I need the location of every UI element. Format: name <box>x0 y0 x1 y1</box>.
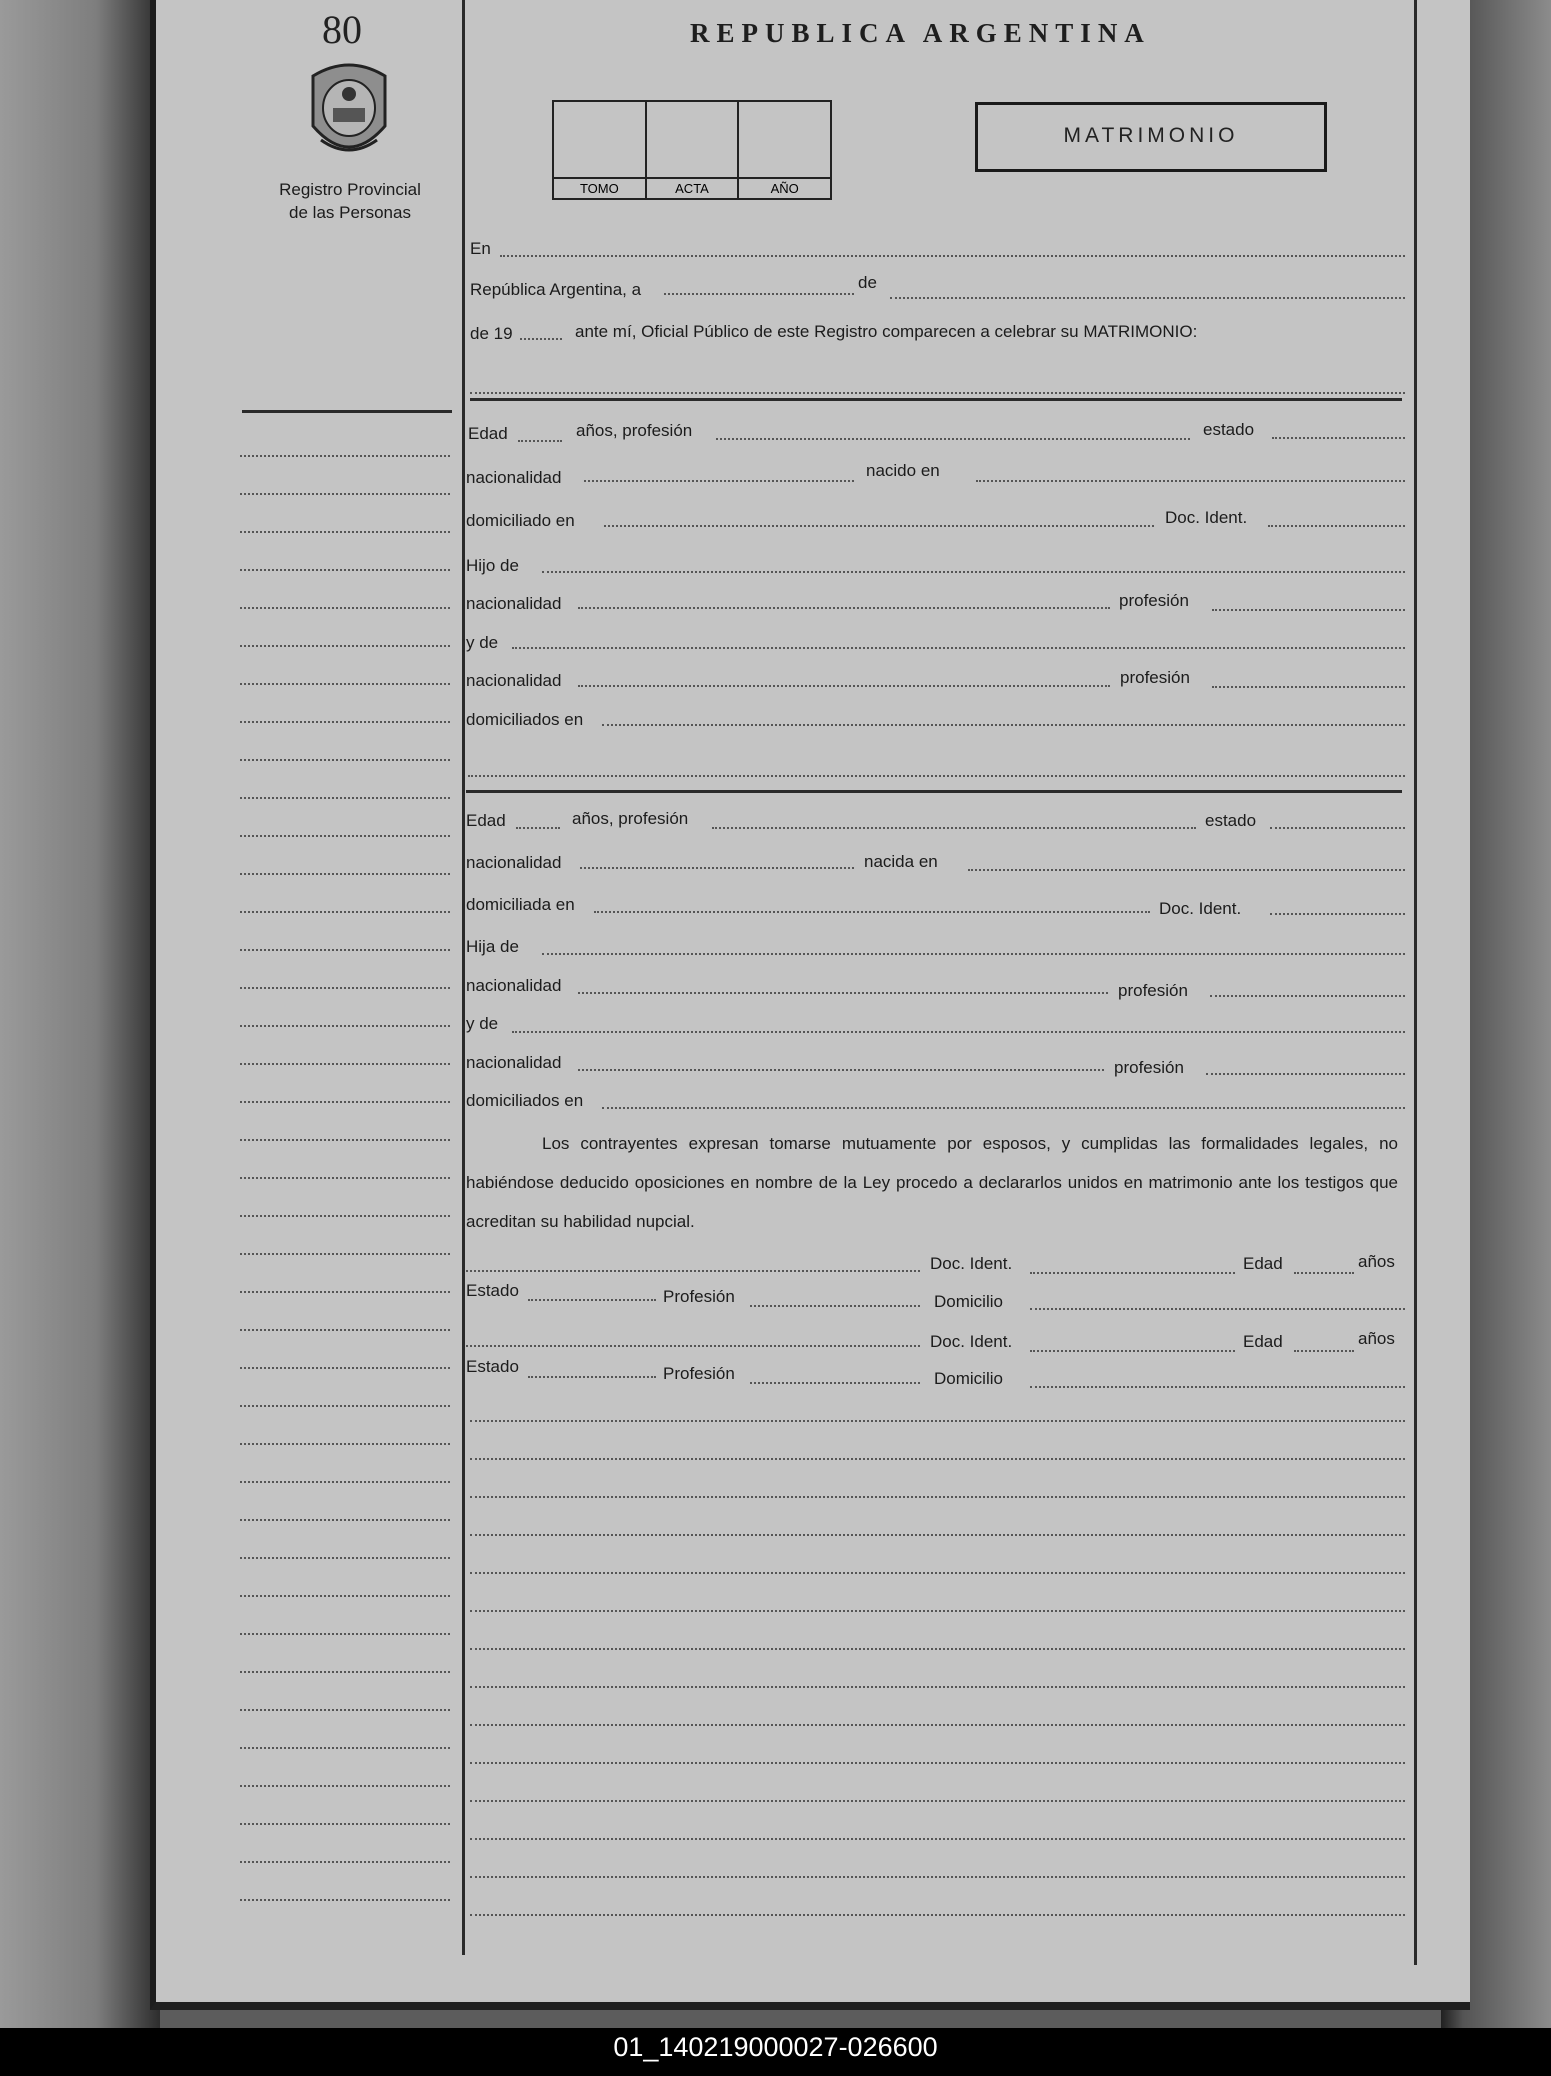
bride-address-field[interactable] <box>594 911 1150 913</box>
record-type-label: MATRIMONIO <box>1063 124 1239 147</box>
groom-parents-address-field[interactable] <box>602 724 1405 726</box>
margin-line[interactable] <box>240 1823 450 1825</box>
bride-father-nacionalidad-label: nacionalidad <box>466 976 562 995</box>
notes-line[interactable] <box>470 1534 1405 1536</box>
witness1-doc-label: Doc. Ident. <box>930 1254 1013 1273</box>
country-title: REPUBLICA ARGENTINA <box>690 18 1151 48</box>
margin-line[interactable] <box>240 1747 450 1749</box>
bride-profesion-label: años, profesión <box>572 809 689 828</box>
margin-line[interactable] <box>240 1671 450 1673</box>
witness2-edad-label: Edad <box>1243 1332 1283 1351</box>
bride-domiciliados-label: domiciliados en <box>466 1091 584 1110</box>
notes-line[interactable] <box>470 1876 1405 1878</box>
groom-mother-profession-field[interactable] <box>1212 686 1405 688</box>
groom-doc-label: Doc. Ident. <box>1165 508 1248 527</box>
witness2-anos-label: años <box>1358 1329 1395 1348</box>
witness2-profesion-label: Profesión <box>663 1364 735 1383</box>
margin-line[interactable] <box>240 1139 450 1141</box>
bride-mother-nationality-field[interactable] <box>578 1069 1104 1071</box>
witness2-age-field[interactable] <box>1294 1350 1354 1352</box>
margin-divider <box>462 0 465 1955</box>
margin-line[interactable] <box>240 1557 450 1559</box>
groom-father-profesion-label: profesión <box>1119 591 1189 610</box>
groom-nacionalidad-label: nacionalidad <box>466 468 562 487</box>
margin-line[interactable] <box>240 949 450 951</box>
page-number: 80 <box>322 7 362 52</box>
groom-birthplace-field[interactable] <box>976 480 1405 482</box>
notes-line[interactable] <box>470 1838 1405 1840</box>
margin-line[interactable] <box>240 645 450 647</box>
margin-line[interactable] <box>240 911 450 913</box>
bride-nacida-label: nacida en <box>864 852 938 871</box>
margin-line[interactable] <box>240 1405 450 1407</box>
bride-nacionalidad-label: nacionalidad <box>466 853 562 872</box>
margin-line[interactable] <box>240 607 450 609</box>
bride-section-divider <box>466 790 1402 793</box>
margin-line[interactable] <box>240 1899 450 1901</box>
bride-edad-label: Edad <box>466 811 506 830</box>
place-field[interactable] <box>500 255 1405 257</box>
witness2-address-field[interactable] <box>1030 1386 1405 1388</box>
acta-cell <box>647 102 740 198</box>
margin-header-rule <box>242 410 452 413</box>
witness2-status-field[interactable] <box>528 1376 656 1378</box>
groom-age-field[interactable] <box>518 440 562 442</box>
footer-id: 01_140219000027-026600 <box>613 2032 938 2062</box>
witness1-profession-field[interactable] <box>750 1305 920 1307</box>
bride-parents-address-field[interactable] <box>602 1107 1405 1109</box>
witness2-estado-label: Estado <box>466 1357 519 1376</box>
intro-year-label: de 19 <box>470 324 513 343</box>
groom-y-de-label: y de <box>466 633 499 652</box>
bride-estado-label: estado <box>1205 811 1257 830</box>
witness1-profesion-label: Profesión <box>663 1287 735 1306</box>
margin-line[interactable] <box>240 1101 450 1103</box>
year-field[interactable] <box>520 338 562 340</box>
notes-line[interactable] <box>470 1686 1405 1688</box>
margin-line[interactable] <box>240 1215 450 1217</box>
margin-line[interactable] <box>240 1329 450 1331</box>
margin-line[interactable] <box>240 493 450 495</box>
witness2-doc-field[interactable] <box>1030 1350 1235 1352</box>
tomo-cell <box>554 102 647 198</box>
ano-cell <box>739 102 830 198</box>
margin-line[interactable] <box>240 835 450 837</box>
groom-father-nationality-field[interactable] <box>578 607 1110 609</box>
notes-line[interactable] <box>470 1724 1405 1726</box>
notes-line[interactable] <box>470 1800 1405 1802</box>
margin-line[interactable] <box>240 987 450 989</box>
groom-domiciliados-label: domiciliados en <box>466 710 584 729</box>
witness1-doc-field[interactable] <box>1030 1272 1235 1274</box>
registration-box <box>552 100 832 200</box>
witness1-domicilio-label: Domicilio <box>934 1292 1003 1311</box>
bride-mother-nacionalidad-label: nacionalidad <box>466 1053 562 1072</box>
notes-line[interactable] <box>470 1496 1405 1498</box>
bride-mother-profession-field[interactable] <box>1206 1073 1405 1075</box>
intro-ante-text: ante mí, Oficial Público de este Registro comparecen a celebrar su MATRIMONIO: <box>575 322 1198 341</box>
margin-line[interactable] <box>240 1253 450 1255</box>
bride-age-field[interactable] <box>516 827 560 829</box>
groom-profesion-label: años, profesión <box>576 421 693 440</box>
bride-doc-label: Doc. Ident. <box>1159 899 1242 918</box>
witness1-age-field[interactable] <box>1294 1272 1354 1274</box>
margin-line[interactable] <box>240 759 450 761</box>
groom-father-field[interactable] <box>542 571 1405 573</box>
witness1-anos-label: años <box>1358 1252 1395 1271</box>
bride-birthplace-field[interactable] <box>968 869 1405 871</box>
bride-mother-profesion-label: profesión <box>1114 1058 1184 1077</box>
margin-line[interactable] <box>240 1443 450 1445</box>
right-border <box>1414 0 1417 1965</box>
notes-line[interactable] <box>470 1762 1405 1764</box>
groom-marital-status-field[interactable] <box>1272 437 1405 439</box>
bride-profession-field[interactable] <box>712 827 1196 829</box>
margin-line[interactable] <box>240 683 450 685</box>
groom-section-divider <box>470 398 1402 401</box>
ano-label: AÑO <box>739 177 830 196</box>
witness2-doc-label: Doc. Ident. <box>930 1332 1013 1351</box>
groom-domiciliado-label: domiciliado en <box>466 511 575 530</box>
bride-father-nationality-field[interactable] <box>578 992 1108 994</box>
registry-name-line1: Registro Provincial <box>279 180 421 199</box>
margin-line[interactable] <box>240 531 450 533</box>
margin-line[interactable] <box>240 1785 450 1787</box>
groom-estado-label: estado <box>1203 420 1255 439</box>
record-type-box <box>975 102 1327 172</box>
groom-mother-field[interactable] <box>512 647 1405 649</box>
witness1-name-field[interactable] <box>466 1270 920 1272</box>
groom-address-field[interactable] <box>604 525 1154 527</box>
margin-line[interactable] <box>240 721 450 723</box>
bride-nationality-field[interactable] <box>580 867 854 869</box>
notes-line[interactable] <box>470 1420 1405 1422</box>
bride-father-profession-field[interactable] <box>1210 995 1405 997</box>
witness2-profession-field[interactable] <box>750 1382 920 1384</box>
margin-line[interactable] <box>240 1709 450 1711</box>
witness1-edad-label: Edad <box>1243 1254 1283 1273</box>
witness2-name-field[interactable] <box>466 1345 920 1347</box>
notes-line[interactable] <box>470 1458 1405 1460</box>
margin-line[interactable] <box>240 1063 450 1065</box>
margin-line[interactable] <box>240 1861 450 1863</box>
groom-mother-nacionalidad-label: nacionalidad <box>466 671 562 690</box>
groom-father-profession-field[interactable] <box>1212 609 1405 611</box>
margin-line[interactable] <box>240 1519 450 1521</box>
provincial-seal-icon <box>303 56 395 166</box>
groom-edad-label: Edad <box>468 424 508 443</box>
registry-name-line2: de las Personas <box>289 203 411 222</box>
intro-extra-line[interactable] <box>470 392 1405 394</box>
bride-marital-status-field[interactable] <box>1270 827 1405 829</box>
bride-father-field[interactable] <box>542 953 1405 955</box>
witness1-estado-label: Estado <box>466 1281 519 1300</box>
margin-line[interactable] <box>240 455 450 457</box>
intro-republica-label: República Argentina, a <box>470 280 642 299</box>
witness2-domicilio-label: Domicilio <box>934 1369 1003 1388</box>
tomo-label: TOMO <box>554 177 645 196</box>
bride-mother-field[interactable] <box>512 1031 1405 1033</box>
groom-nationality-field[interactable] <box>584 480 854 482</box>
groom-extra-line[interactable] <box>468 775 1405 777</box>
groom-doc-field[interactable] <box>1268 525 1405 527</box>
margin-line[interactable] <box>240 1367 450 1369</box>
notes-line[interactable] <box>470 1572 1405 1574</box>
bride-domiciliada-label: domiciliada en <box>466 895 575 914</box>
day-field[interactable] <box>664 293 854 295</box>
margin-line[interactable] <box>240 1633 450 1635</box>
margin-line[interactable] <box>240 797 450 799</box>
intro-de-label: de <box>858 273 877 292</box>
notes-line[interactable] <box>470 1648 1405 1650</box>
intro-en-label: En <box>470 239 491 258</box>
groom-mother-profesion-label: profesión <box>1120 668 1190 687</box>
groom-mother-nationality-field[interactable] <box>578 685 1110 687</box>
margin-line[interactable] <box>240 1291 450 1293</box>
left-page-edge <box>0 0 160 2028</box>
bride-hija-label: Hija de <box>466 937 519 956</box>
groom-profession-field[interactable] <box>716 438 1190 440</box>
notes-line[interactable] <box>470 1610 1405 1612</box>
month-field[interactable] <box>890 297 1405 299</box>
witness1-status-field[interactable] <box>528 1299 656 1301</box>
bride-doc-field[interactable] <box>1270 913 1405 915</box>
declaration-text: Los contrayentes expresan tomarse mutuamente por esposos, y cumplidas las formalidades legales, no habiéndose deducido oposiciones en nombre de la Ley procedo a declararlos unidos en matrimonio ante los testigos que acreditan su habilidad nupcial. <box>466 1134 1398 1231</box>
margin-line[interactable] <box>240 1025 450 1027</box>
margin-line[interactable] <box>240 873 450 875</box>
bride-father-profesion-label: profesión <box>1118 981 1188 1000</box>
margin-line[interactable] <box>240 1177 450 1179</box>
margin-line[interactable] <box>240 1595 450 1597</box>
bride-y-de-label: y de <box>466 1014 499 1033</box>
witness1-address-field[interactable] <box>1030 1308 1405 1310</box>
groom-hijo-label: Hijo de <box>466 556 519 575</box>
groom-nacido-label: nacido en <box>866 461 940 480</box>
margin-line[interactable] <box>240 569 450 571</box>
margin-line[interactable] <box>240 1481 450 1483</box>
groom-father-nacionalidad-label: nacionalidad <box>466 594 562 613</box>
acta-label: ACTA <box>647 177 738 196</box>
notes-line[interactable] <box>470 1914 1405 1916</box>
